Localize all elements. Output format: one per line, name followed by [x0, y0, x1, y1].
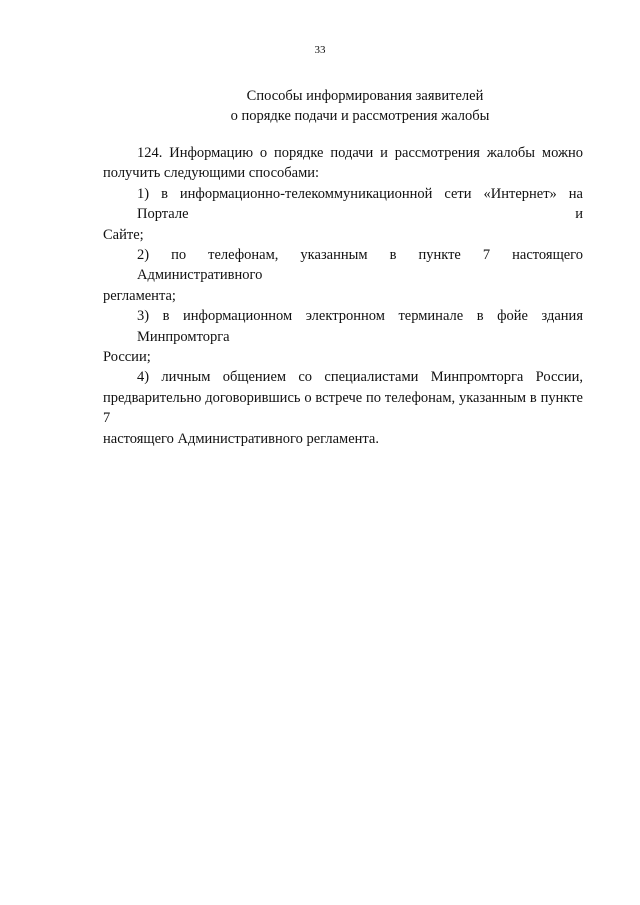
- list-item-4: [103, 367, 583, 449]
- paragraph-line: 2) по телефонам, указанным в пункте 7 настоящего Административного: [137, 247, 583, 284]
- page-number: 33: [314, 44, 326, 56]
- paragraph-line: получить следующими способами:: [103, 165, 320, 182]
- paragraph-line: России;: [103, 349, 151, 366]
- paragraph-line: 4) личным общением со специалистами Минпромторга России,: [137, 369, 583, 386]
- heading-line-1: Способы информирования заявителей: [246, 88, 484, 104]
- paragraph-line: 1) в информационно-телекоммуникационной сети «Интернет» на Портале и: [137, 185, 583, 223]
- paragraph-line: предварительно договорившись о встрече по телефонам, указанным в пункте 7: [103, 389, 583, 427]
- list-item-2: [103, 245, 583, 306]
- paragraph-line: 124. Информацию о порядке подачи и рассмотрения жалобы можно: [137, 145, 583, 161]
- list-item-1: [103, 184, 583, 245]
- paragraph-line: 3) в информационном электронном терминале в фойе здания Минпромторга: [137, 308, 583, 345]
- paragraph-line: Сайте;: [103, 226, 144, 243]
- paragraph-line: регламента;: [103, 287, 176, 304]
- document-body: [103, 143, 583, 449]
- paragraph-line: настоящего Административного регламента.: [103, 430, 379, 447]
- paragraph-124: [103, 143, 583, 184]
- heading-line-2: о порядке подачи и рассмотрения жалобы: [230, 108, 490, 124]
- section-heading: [0, 86, 640, 126]
- list-item-3: [103, 306, 583, 367]
